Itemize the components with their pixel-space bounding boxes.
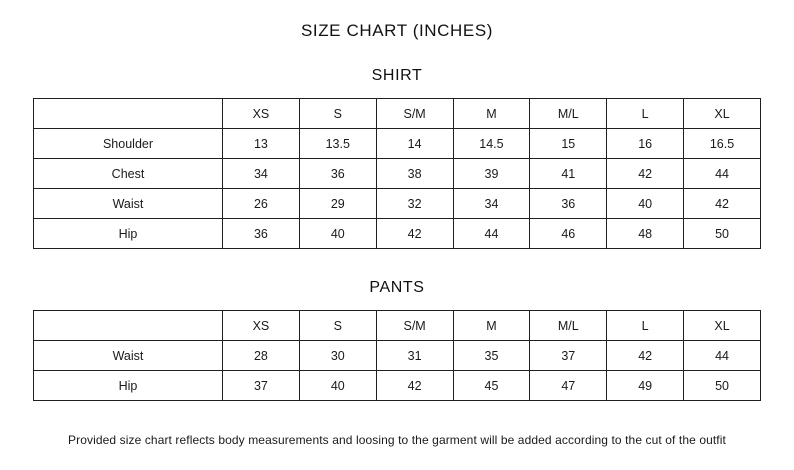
header-cell-xl: XL bbox=[684, 99, 761, 129]
shirt-size-table bbox=[33, 98, 761, 249]
header-cell-s: S bbox=[299, 99, 376, 129]
cell-waist-sm: 32 bbox=[376, 189, 453, 219]
cell-shoulder-s: 13.5 bbox=[299, 129, 376, 159]
cell-waist-xs: 26 bbox=[223, 189, 300, 219]
cell-waist-ml: 36 bbox=[530, 189, 607, 219]
page-title: SIZE CHART (INCHES) bbox=[300, 21, 494, 40]
cell-hip-l: 49 bbox=[607, 371, 684, 401]
cell-waist-m: 35 bbox=[453, 341, 530, 371]
cell-hip-xl: 50 bbox=[684, 219, 761, 249]
cell-shoulder-xl: 16.5 bbox=[684, 129, 761, 159]
table-row bbox=[34, 341, 761, 371]
cell-chest-s: 36 bbox=[299, 159, 376, 189]
header-cell-m: M bbox=[453, 99, 530, 129]
cell-shoulder-m: 14.5 bbox=[453, 129, 530, 159]
table-row bbox=[34, 129, 761, 159]
cell-chest-sm: 38 bbox=[376, 159, 453, 189]
header-cell-m: M bbox=[453, 311, 530, 341]
cell-waist-xl: 42 bbox=[684, 189, 761, 219]
cell-hip-s: 40 bbox=[299, 371, 376, 401]
header-cell-blank bbox=[34, 311, 223, 341]
pants-table-wrapper bbox=[0, 310, 794, 401]
header-cell-sm: S/M bbox=[376, 99, 453, 129]
cell-hip-m: 44 bbox=[453, 219, 530, 249]
cell-hip-xl: 50 bbox=[684, 371, 761, 401]
header-cell-l: L bbox=[607, 311, 684, 341]
footnote-text: Provided size chart reflects body measurements and loosing to the garment will be added according to the cut of the outfit bbox=[68, 433, 726, 447]
cell-hip-ml: 47 bbox=[530, 371, 607, 401]
row-label-waist: Waist bbox=[34, 189, 223, 219]
section-heading-pants: PANTS bbox=[369, 279, 425, 296]
cell-chest-xs: 34 bbox=[223, 159, 300, 189]
header-cell-xs: XS bbox=[223, 311, 300, 341]
table-row bbox=[34, 219, 761, 249]
table-row bbox=[34, 189, 761, 219]
cell-chest-m: 39 bbox=[453, 159, 530, 189]
row-label-shoulder: Shoulder bbox=[34, 129, 223, 159]
cell-waist-s: 30 bbox=[299, 341, 376, 371]
row-label-waist: Waist bbox=[34, 341, 223, 371]
header-cell-l: L bbox=[607, 99, 684, 129]
table-header-row bbox=[34, 99, 761, 129]
cell-hip-xs: 36 bbox=[223, 219, 300, 249]
cell-hip-m: 45 bbox=[453, 371, 530, 401]
table-row bbox=[34, 159, 761, 189]
header-cell-s: S bbox=[299, 311, 376, 341]
header-cell-ml: M/L bbox=[530, 99, 607, 129]
header-cell-sm: S/M bbox=[376, 311, 453, 341]
header-cell-ml: M/L bbox=[530, 311, 607, 341]
cell-shoulder-ml: 15 bbox=[530, 129, 607, 159]
header-cell-xs: XS bbox=[223, 99, 300, 129]
cell-hip-sm: 42 bbox=[376, 219, 453, 249]
shirt-table-wrapper bbox=[0, 98, 794, 249]
cell-hip-xs: 37 bbox=[223, 371, 300, 401]
header-cell-blank bbox=[34, 99, 223, 129]
cell-hip-sm: 42 bbox=[376, 371, 453, 401]
cell-waist-xs: 28 bbox=[223, 341, 300, 371]
cell-shoulder-sm: 14 bbox=[376, 129, 453, 159]
row-label-chest: Chest bbox=[34, 159, 223, 189]
row-label-hip: Hip bbox=[34, 371, 223, 401]
cell-waist-m: 34 bbox=[453, 189, 530, 219]
cell-waist-ml: 37 bbox=[530, 341, 607, 371]
row-label-hip: Hip bbox=[34, 219, 223, 249]
cell-shoulder-l: 16 bbox=[607, 129, 684, 159]
cell-hip-l: 48 bbox=[607, 219, 684, 249]
header-cell-xl: XL bbox=[684, 311, 761, 341]
cell-waist-l: 42 bbox=[607, 341, 684, 371]
cell-shoulder-xs: 13 bbox=[223, 129, 300, 159]
cell-hip-s: 40 bbox=[299, 219, 376, 249]
cell-chest-xl: 44 bbox=[684, 159, 761, 189]
cell-waist-sm: 31 bbox=[376, 341, 453, 371]
cell-waist-l: 40 bbox=[607, 189, 684, 219]
size-chart-page bbox=[0, 21, 794, 470]
cell-chest-l: 42 bbox=[607, 159, 684, 189]
cell-waist-s: 29 bbox=[299, 189, 376, 219]
cell-hip-ml: 46 bbox=[530, 219, 607, 249]
section-heading-shirt: SHIRT bbox=[371, 67, 423, 84]
table-row bbox=[34, 371, 761, 401]
cell-chest-ml: 41 bbox=[530, 159, 607, 189]
table-header-row bbox=[34, 311, 761, 341]
cell-waist-xl: 44 bbox=[684, 341, 761, 371]
pants-size-table bbox=[33, 310, 761, 401]
